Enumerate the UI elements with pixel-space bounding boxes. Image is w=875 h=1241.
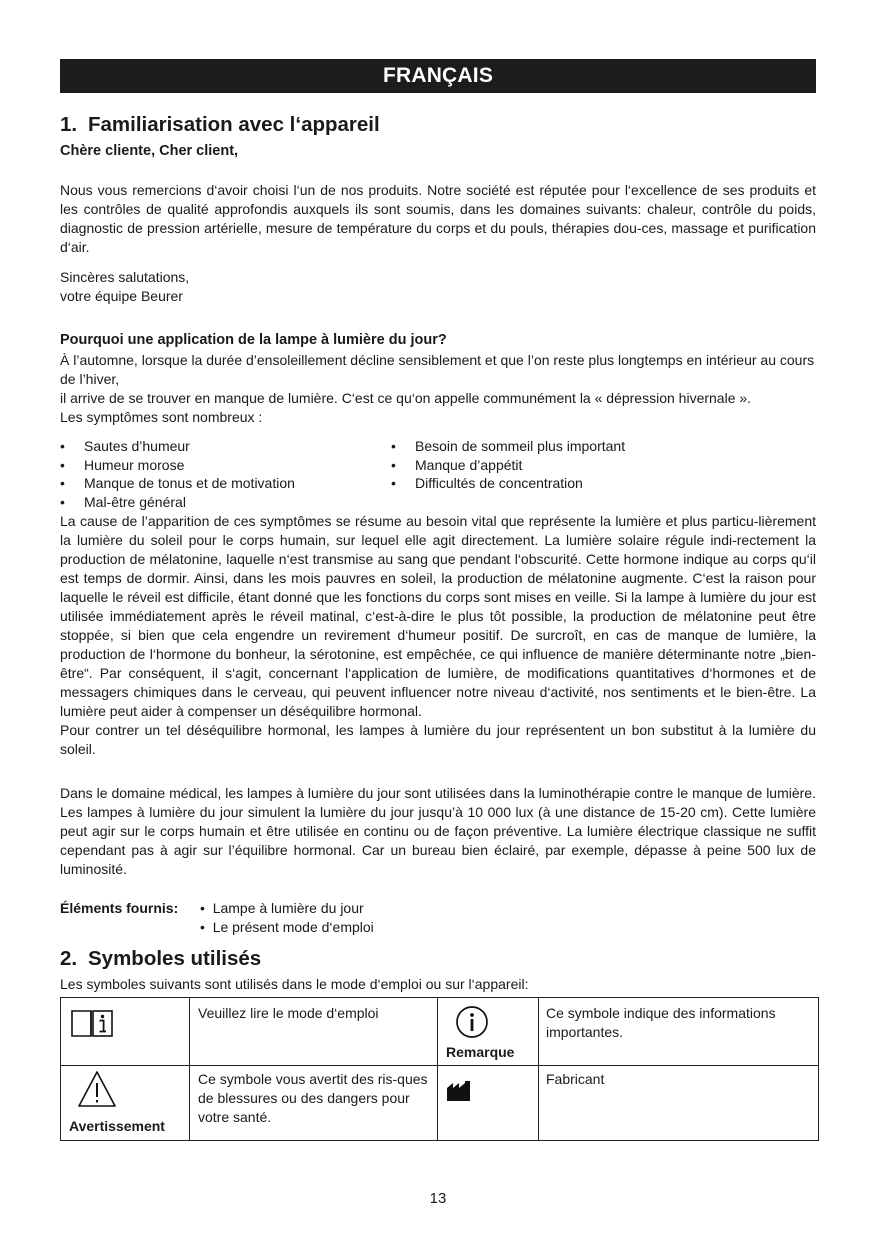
section-2-heading — [60, 947, 261, 971]
section-2-title: Symboles utilisés — [88, 947, 262, 970]
cause-paragraph — [60, 512, 816, 759]
section-1-title: Familiarisation avec l‘appareil — [88, 113, 380, 136]
why-line-1: À l’automne, lorsque la durée d’ensoleillement décline sensiblement et que l’on reste plus longtemps en intérieur au cours de l’hiver, — [60, 352, 815, 387]
symptoms-right-list — [391, 437, 625, 493]
section-2-number: 2. — [60, 947, 78, 970]
list-item: • Difficultés de concentration — [391, 475, 583, 491]
medical-paragraph — [60, 784, 816, 879]
cause-text: La cause de l’apparition de ces symptômes se résume au besoin vital que représente la lumière et plus particu-lièrement la lumière du soleil pour le corps humain, sur lequel elle agit directement. La lumière solaire régule indi-rectement la production de mélatonine, laquelle n‘est transmise au sang que pendant l‘obscurité. Cette hormone indique au corps qu‘il est temps de dormir. Ainsi, dans les mois pauvres en soleil, la production de mélatonine augmente. C‘est la raison pour laquelle le réveil est difficile, étant donné que les fonctions du corps sont mises en veille. Si la lampe à lumière du jour est utilisée immédiatement après le réveil matinal, c‘est-à-dire le plus tôt possible, la production de mélatonine peut être stoppée, si bien que cela engendre un revirement d‘humeur positif. De surcroît, en cas de manque de lumière, la production de l‘hormone du bonheur, la sérotonine, est empêchée, ce qui influence de manière déterminante notre „bien-être“. Par conséquent, il s‘agit, concernant l‘application de lumière, de modifications quantitatives d‘hormones et de messagers chimiques dans le cerveau, qui peuvent influencer notre niveau d‘activité, nos sentiments et le bien-être. La lumière peut aider à compenser un déséquilibre hormonal. — [60, 513, 816, 719]
list-item: • Le présent mode d‘emploi — [200, 919, 374, 935]
why-heading: Pourquoi une application de la lampe à lumière du jour? — [60, 332, 447, 348]
intro-paragraph — [60, 181, 816, 257]
section-1-heading — [60, 113, 380, 137]
list-item: • Manque d’appétit — [391, 456, 523, 473]
counter-text: Pour contrer un tel déséquilibre hormonal, les lampes à lumière du jour représentent un bon substitut à la lumière du soleil. — [60, 722, 816, 757]
table-row-2-right-text: Fabricant — [546, 1071, 605, 1087]
manual-icon — [70, 1008, 114, 1038]
table-row-1-right-symbol — [438, 998, 538, 1065]
info-caption: Remarque — [446, 1044, 515, 1060]
table-row-2-left-text: Ce symbole vous avertit des ris-ques de blessures ou des dangers pour votre santé. — [198, 1071, 428, 1125]
why-paragraph — [60, 351, 816, 427]
warning-icon — [77, 1070, 117, 1108]
closing-line-2: votre équipe Beurer — [60, 288, 183, 304]
closing — [60, 268, 816, 306]
why-line-3: Les symptômes sont nombreux : — [60, 409, 263, 425]
medical-text: Dans le domaine médical, les lampes à lumière du jour sont utilisées dans la luminothérapie contre le manque de lumière. Les lampes à lumière du jour simulent la lumière du jour jusqu’à 10 000 lux (à une distance de 15-20 cm). Cette lumière peut agir sur le corps humain et être utilisée en continu ou de façon préventive. La lumière électrique classique ne suffit cependant pas à agir sur l’équilibre hormonal. Car un bureau bien éclairé, par exemple, dépasse à peine 500 lux de luminosité. — [60, 785, 816, 877]
greeting: Chère cliente, Cher client, — [60, 143, 239, 159]
symbols-table — [60, 997, 819, 1141]
table-row-1-left-text: Veuillez lire le mode d‘emploi — [198, 1005, 379, 1021]
supplied-items — [60, 899, 816, 937]
manufacturer-icon — [446, 1080, 474, 1102]
table-row-2-left-symbol — [61, 1066, 189, 1141]
supplied-label: Éléments fournis: — [60, 900, 179, 916]
symptoms-left-list — [60, 437, 295, 511]
symbols-intro: Les symboles suivants sont utilisés dans le mode d‘emploi ou sur l‘appareil: — [60, 976, 529, 992]
warning-caption: Avertissement — [69, 1118, 165, 1134]
table-row-2-right-symbol — [438, 1066, 538, 1141]
list-item: • Mal-être général — [60, 493, 186, 510]
list-item: • Sautes d’humeur — [60, 438, 190, 454]
section-1-number: 1. — [60, 113, 78, 136]
closing-line-1: Sincères salutations, — [60, 269, 190, 285]
intro-text: Nous vous remercions d‘avoir choisi l‘un de nos produits. Notre société est réputée pour l‘excellence de ses produits et les contrôles de qualité approfondis auxquels ils sont soumis, dans les domaines suivants: chaleur, contrôle du poids, diagnostic de pression artérielle, mesure de température du corps et du pouls, thérapies dou-ces, massage et purification d‘air. — [60, 182, 816, 255]
list-item: • Humeur morose — [60, 456, 185, 473]
list-item: • Besoin de sommeil plus important — [391, 438, 626, 454]
page-number: 13 — [429, 1190, 447, 1207]
table-row-1-left-symbol — [61, 998, 189, 1065]
why-line-2: il arrive de se trouver en manque de lumière. C‘est ce qu‘on appelle communément la « dépression hivernale ». — [60, 390, 752, 406]
list-item: • Lampe à lumière du jour — [200, 900, 364, 916]
info-icon — [454, 1004, 490, 1040]
table-row-1-right-text: Ce symbole indique des informations importantes. — [546, 1005, 776, 1040]
language-header: FRANÇAIS — [60, 59, 816, 93]
list-item: • Manque de tonus et de motivation — [60, 475, 295, 491]
